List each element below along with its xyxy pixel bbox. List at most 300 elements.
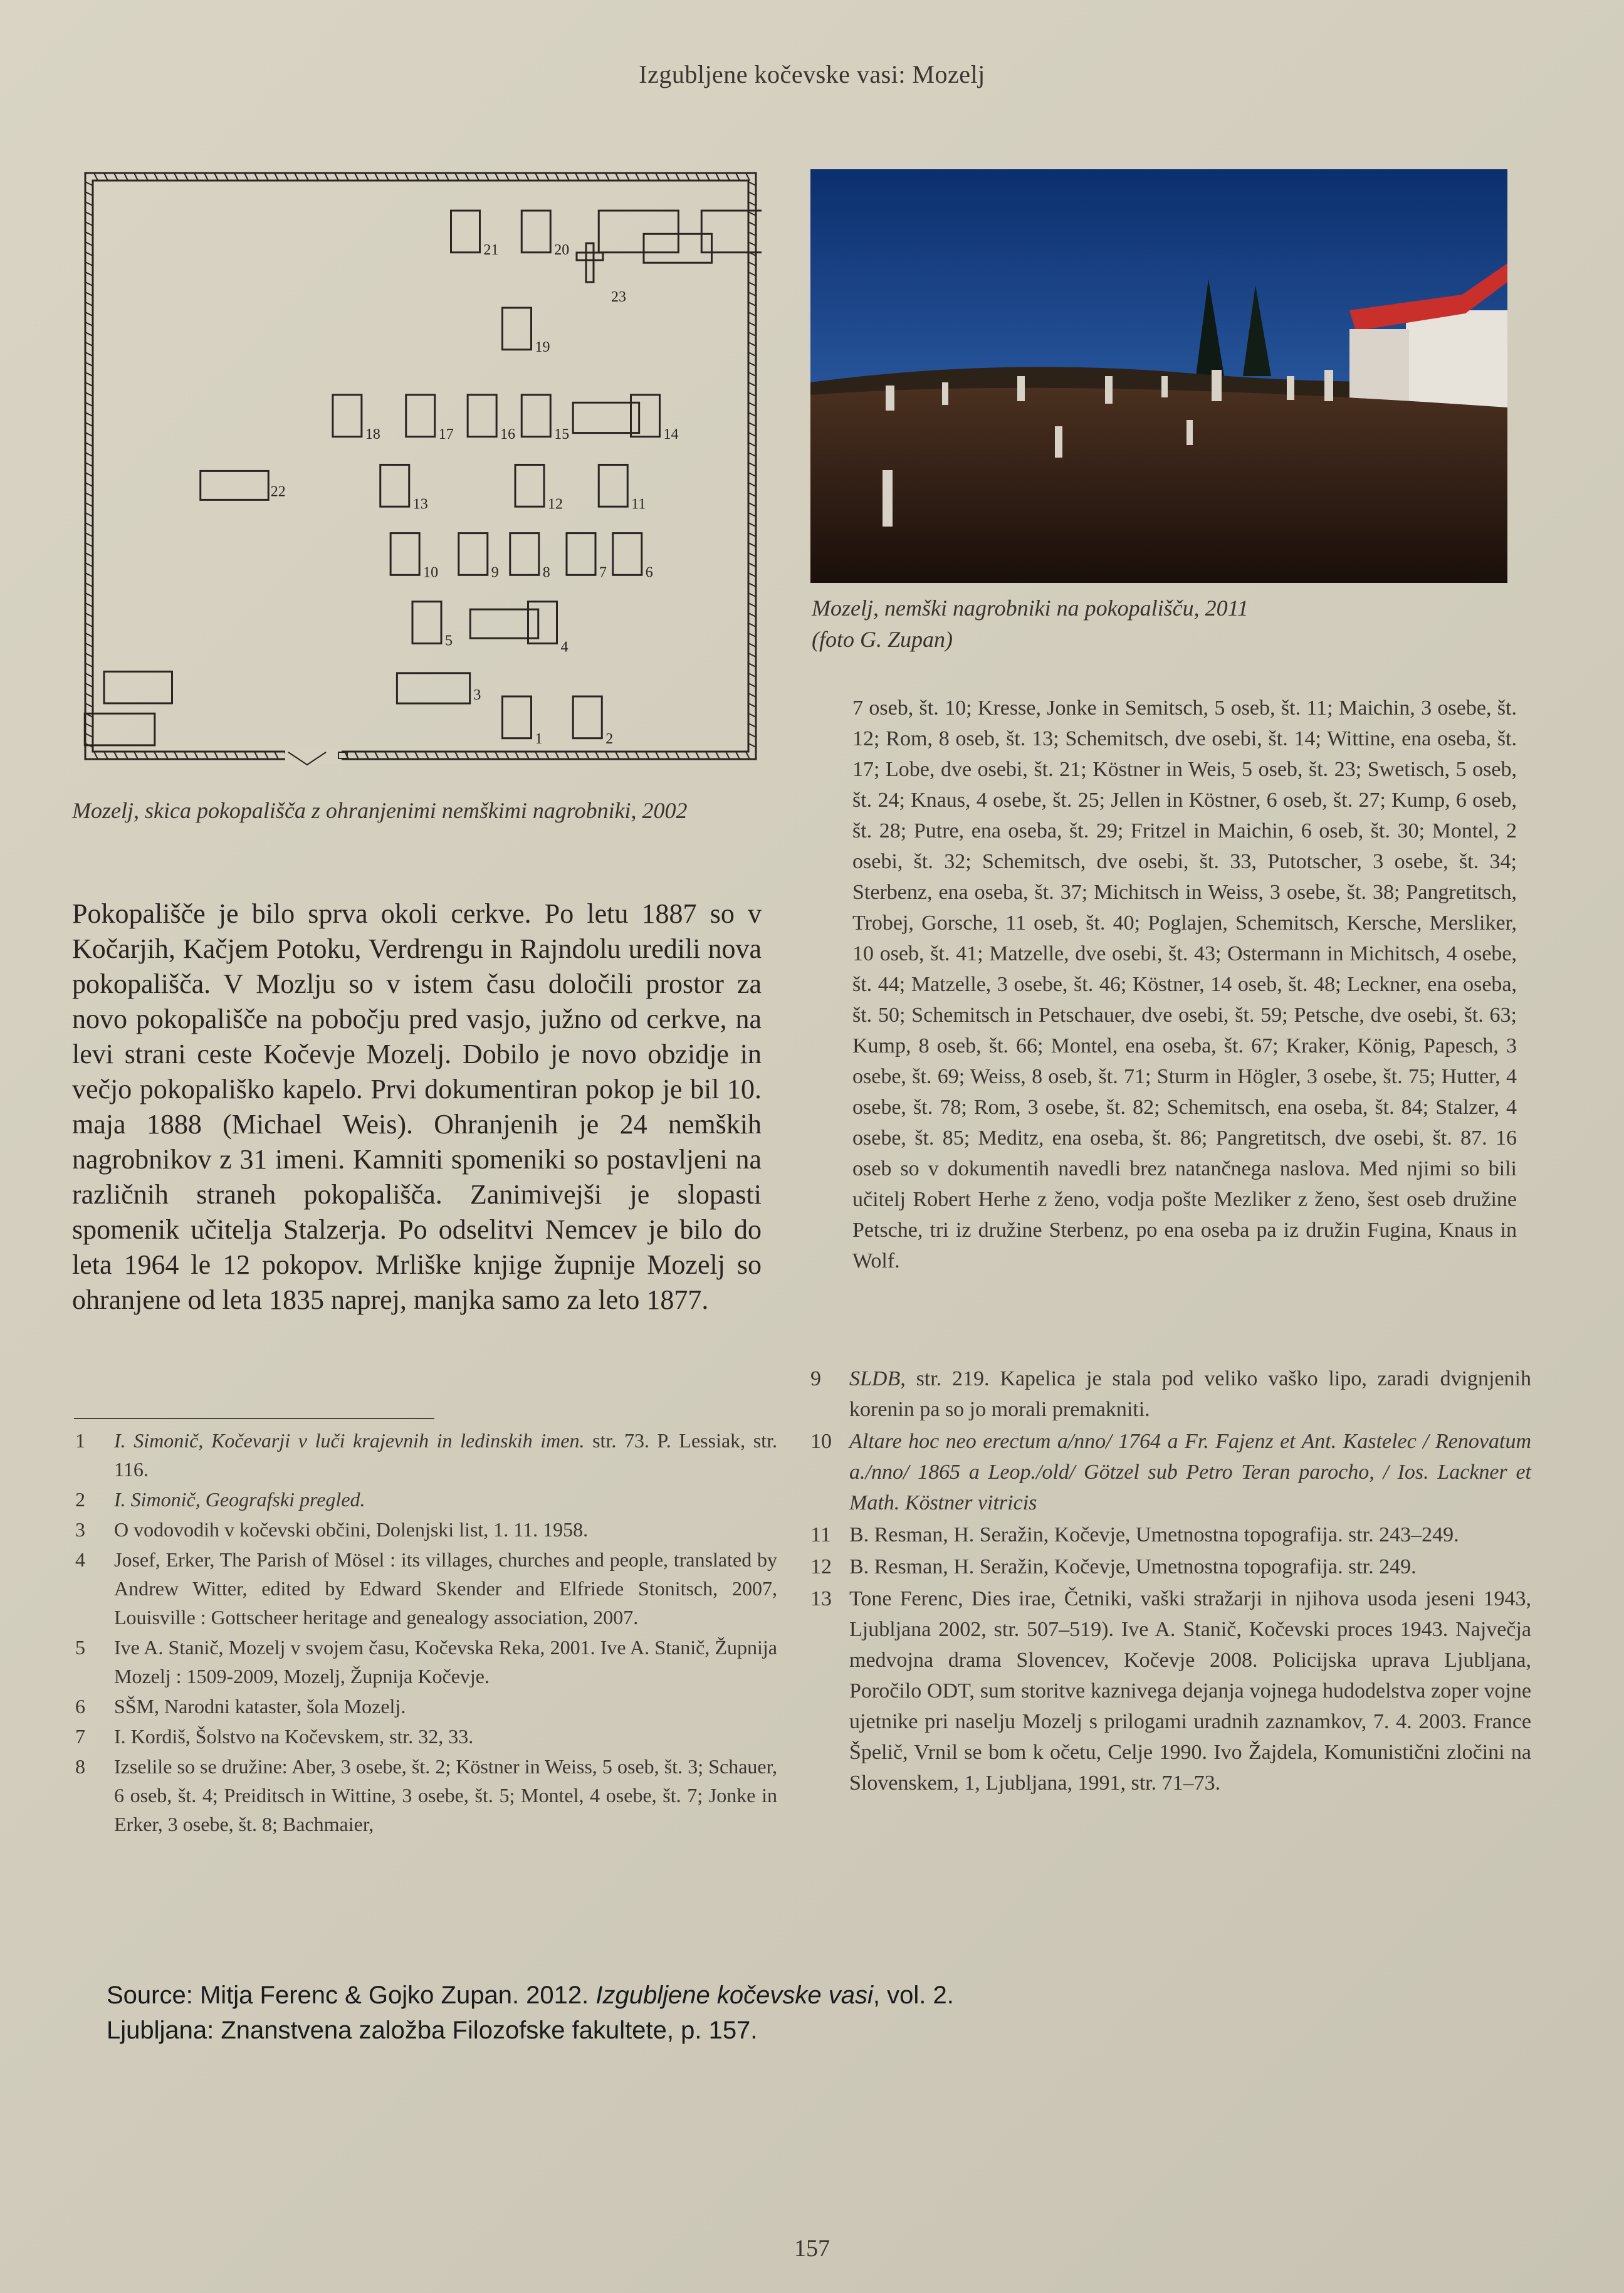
wall-hatch — [244, 173, 248, 181]
wall-hatch — [585, 752, 589, 759]
grave-label-21: 21 — [483, 242, 499, 258]
wall-hatch — [455, 752, 459, 759]
wall-hatch — [85, 663, 93, 667]
cemetery-wall-inner — [93, 181, 748, 752]
wall-hatch — [748, 683, 756, 687]
wall-hatch — [495, 173, 499, 181]
wall-hatch — [748, 352, 756, 356]
wall-hatch — [535, 752, 539, 759]
wall-hatch — [736, 752, 740, 759]
wall-hatch — [748, 322, 756, 326]
wall-hatch — [85, 422, 93, 426]
grave-14 — [631, 395, 660, 437]
wall-hatch — [85, 533, 93, 537]
wall-hatch — [85, 182, 93, 186]
wall-hatch — [124, 752, 128, 759]
footnote-text: SŠM, Narodni kataster, šola Mozelj. — [114, 1695, 406, 1718]
grave-8 — [510, 533, 539, 575]
wall-hatch — [616, 173, 619, 181]
wall-hatch — [748, 743, 756, 747]
wall-hatch — [485, 173, 489, 181]
wall-hatch — [85, 433, 93, 436]
footnote-4 — [75, 1545, 777, 1632]
wall-hatch — [355, 173, 359, 181]
wall-hatch — [616, 752, 619, 759]
wall-hatch — [748, 202, 756, 206]
grave-18 — [333, 395, 362, 437]
wall-hatch — [85, 633, 93, 637]
wall-hatch — [85, 212, 93, 216]
wall-hatch — [656, 173, 659, 181]
wall-hatch — [748, 182, 756, 186]
wall-hatch — [305, 173, 308, 181]
wall-hatch — [748, 372, 756, 376]
grave-22 — [201, 471, 269, 500]
wall-hatch — [134, 173, 138, 181]
wall-hatch — [475, 752, 479, 759]
footnote-1 — [75, 1426, 777, 1484]
wall-hatch — [595, 173, 599, 181]
wall-hatch — [748, 302, 756, 306]
grave-2 — [573, 696, 602, 738]
wall-hatch — [736, 173, 740, 181]
wall-hatch — [465, 752, 469, 759]
wall-hatch — [676, 752, 679, 759]
wall-hatch — [748, 513, 756, 517]
grave-plot-f — [104, 671, 172, 703]
grave-plot-c — [701, 211, 762, 253]
wall-hatch — [425, 173, 429, 181]
wall-hatch — [85, 322, 93, 326]
wall-hatch — [505, 752, 509, 759]
page-number: 157 — [794, 2235, 830, 2262]
wall-hatch — [85, 412, 93, 416]
wall-hatch — [85, 302, 93, 306]
wall-hatch — [144, 752, 148, 759]
wall-hatch — [224, 752, 228, 759]
wall-hatch — [748, 503, 756, 506]
cemetery-photo — [810, 169, 1507, 583]
footnote-number: 9 — [810, 1367, 821, 1390]
wall-hatch — [706, 752, 710, 759]
wall-hatch — [748, 232, 756, 236]
wall-hatch — [656, 752, 659, 759]
grave-label-2: 2 — [605, 731, 614, 747]
wall-hatch — [605, 173, 609, 181]
wall-hatch — [85, 272, 93, 276]
wall-hatch — [626, 752, 629, 759]
footnote-12 — [810, 1551, 1531, 1582]
wall-hatch — [505, 173, 509, 181]
footnote-text: Tone Ferenc, Dies irae, Četniki, vaški stražarji in njihova usoda jeseni 1943, Ljubljana 2002, str. 507–519). Ive A. Stanič, Kočevski proces 1943. Največja medvojna drama Slovencev, Kočevje 2008. Policijska uprava Ljubljana, Poročilo ODT, sum storitve kaznivega dejanja vojnega hudodelstva zoper vojne ujetnike pri naselju Mozelj s prilogami uradnih zaznamkov, 7. 4. 2003. France Špelič, Vrnil se bom k očetu, Celje 1990. Ivo Žajdela, Komunistični zločini na Slovenskem, 1, Ljubljana, 1991, str. 71–73. — [849, 1587, 1531, 1795]
running-head: Izgubljene kočevske vasi: Mozelj — [639, 60, 985, 88]
wall-hatch — [475, 173, 479, 181]
wall-hatch — [85, 252, 93, 256]
grave-label-22: 22 — [270, 483, 286, 500]
grave-7 — [567, 533, 595, 575]
wall-hatch — [748, 463, 756, 466]
wall-hatch — [85, 673, 93, 677]
footnote-8 — [75, 1752, 777, 1839]
wall-hatch — [345, 173, 348, 181]
wall-hatch — [565, 752, 569, 759]
wall-hatch — [395, 752, 399, 759]
wall-hatch — [545, 173, 549, 181]
wall-hatch — [535, 173, 539, 181]
cemetery-wall-outer — [85, 173, 756, 759]
wall-hatch — [555, 752, 559, 759]
body-paragraph: Pokopališče je bilo sprva okoli cerkve. Po letu 1887 so v Kočarjih, Kačjem Potoku, Verdrengu in Rajndolu uredili nova pokopališča. V Mozlju so v istem času določili prostor za novo pokopališče na pobočju pred vasjo, južno od cerkve, na levi strani ceste Kočevje Mozelj. Dobilo je novo obzidje in večjo pokopališko kapelo. Prvi dokumentiran pokop je bil 10. maja 1888 (Michael Weis). Ohranjenih je 24 nemških nagrobnikov z 31 imeni. Kamniti spomeniki so postavljeni na različnih straneh pokopališča. Zanimivejši je slopasti spomenik učitelja Stalzerja. Po odselitvi Nemcev je bilo do leta 1964 le 12 pokopov. Mrliške knjige župnije Mozelj so ohranjene od leta 1835 naprej, manjka samo za leto 1877. — [72, 898, 762, 1315]
wall-hatch — [85, 593, 93, 597]
wall-hatch — [415, 752, 419, 759]
wall-hatch — [696, 173, 699, 181]
photo-caption — [812, 592, 1501, 655]
source-line-2: Ljubljana: Znanstvena založba Filozofske fakultete, p. 157. — [107, 2017, 758, 2044]
wall-hatch — [124, 173, 128, 181]
wall-hatch — [114, 173, 118, 181]
wall-hatch — [85, 443, 93, 446]
footnote-number: 8 — [75, 1755, 85, 1778]
wall-hatch — [748, 242, 756, 246]
wall-hatch — [85, 332, 93, 336]
wall-hatch — [85, 623, 93, 627]
grave-5 — [412, 602, 441, 644]
wall-hatch — [748, 713, 756, 717]
wall-hatch — [395, 173, 399, 181]
wall-hatch — [85, 342, 93, 346]
wall-hatch — [748, 723, 756, 727]
wall-hatch — [265, 752, 268, 759]
grave-label-15: 15 — [554, 426, 570, 443]
wall-hatch — [748, 733, 756, 737]
wall-hatch — [375, 173, 379, 181]
wall-hatch — [295, 173, 298, 181]
wall-hatch — [716, 173, 720, 181]
grave-label-16: 16 — [500, 426, 516, 443]
wall-hatch — [666, 173, 669, 181]
wall-hatch — [85, 643, 93, 647]
wall-hatch — [385, 752, 389, 759]
wall-hatch — [748, 433, 756, 436]
wall-hatch — [85, 402, 93, 406]
grave-label-8: 8 — [542, 564, 550, 581]
wall-hatch — [234, 752, 238, 759]
grave-label-13: 13 — [412, 496, 428, 513]
wall-hatch — [605, 752, 609, 759]
wall-hatch — [405, 752, 409, 759]
wall-hatch — [545, 752, 549, 759]
footnote-13 — [810, 1583, 1531, 1798]
wall-hatch — [646, 173, 649, 181]
wall-hatch — [748, 212, 756, 216]
wall-hatch — [254, 752, 258, 759]
wall-hatch — [748, 523, 756, 527]
wall-hatch — [85, 493, 93, 496]
wall-hatch — [686, 173, 689, 181]
photo-caption-line2: (foto G. Zupan) — [812, 627, 953, 652]
wall-hatch — [495, 752, 499, 759]
wall-hatch — [465, 173, 469, 181]
wall-hatch — [194, 173, 198, 181]
grave-label-10: 10 — [423, 564, 439, 581]
wall-hatch — [515, 173, 519, 181]
grave-15 — [521, 395, 550, 437]
footnote-text: Ive A. Stanič, Mozelj v svojem času, Kočevska Reka, 2001. Ive A. Stanič, Župnija Mozelj : 1509-2009, Mozelj, Župnija Kočevje. — [114, 1636, 777, 1687]
wall-hatch — [748, 422, 756, 426]
wall-hatch — [104, 752, 108, 759]
wall-hatch — [748, 693, 756, 697]
wall-hatch — [85, 693, 93, 697]
wall-hatch — [254, 173, 258, 181]
grave-12 — [515, 464, 544, 506]
wall-hatch — [85, 503, 93, 506]
footnote-text: I. Simonič, Geografski pregled. — [114, 1488, 365, 1511]
wall-hatch — [154, 752, 158, 759]
wall-hatch — [748, 663, 756, 667]
footnote-number: 2 — [75, 1488, 85, 1511]
source-citation — [107, 1978, 1485, 2048]
wall-hatch — [636, 752, 639, 759]
map-caption: Mozelj, skica pokopališča z ohranjenimi nemškimi nagrobniki, 2002 — [72, 798, 688, 823]
footnote-6 — [75, 1692, 777, 1721]
grave-label-14: 14 — [663, 426, 679, 443]
wall-hatch — [748, 703, 756, 707]
wall-hatch — [726, 173, 730, 181]
wall-hatch — [706, 173, 710, 181]
wall-hatch — [748, 633, 756, 637]
wall-hatch — [748, 533, 756, 537]
wall-hatch — [85, 523, 93, 527]
footnote-number: 1 — [75, 1429, 85, 1452]
wall-hatch — [748, 402, 756, 406]
wall-hatch — [85, 242, 93, 246]
photo-caption-line1: Mozelj, nemški nagrobniki na pokopališču, 2011 — [812, 596, 1249, 621]
wall-hatch — [748, 563, 756, 567]
wall-hatch — [154, 173, 158, 181]
footnote-11 — [810, 1519, 1531, 1550]
wall-hatch — [485, 752, 489, 759]
grave-label-17: 17 — [438, 426, 454, 443]
footnote-8-continuation: 7 oseb, št. 10; Kresse, Jonke in Semitsch, 5 oseb, št. 11; Maichin, 3 osebe, št. 12; Rom, 8 oseb, št. 13; Schemitsch, dve osebi, št. 14; Wittine, ena oseba, št. 17; Lobe, dve osebi, št. 21; Köstner in Weis, 5 oseb, št. 23; Swetisch, 5 oseb, št. 24; Knaus, 4 osebe, št. 25; Jellen in Köstner, 6 oseb, št. 27; Kump, 6 oseb, št. 28; Putre, ena oseba, št. 29; Fritzel in Maichin, 6 oseb, št. 30; Montel, 2 osebi, št. 32; Schemitsch, dve osebi, št. 33, Putotscher, 3 osebe, št. 34; Sterbenz, ena oseba, št. 37; Michitsch in Weiss, 3 osebe, št. 38; Pangretitsch, Trobej, Gorsche, 11 oseb, št. 40; Poglajen, Schemitsch, Kersche, Mersliker, 10 oseb, št. 41; Matzelle, dve osebi, št. 43; Ostermann in Michitsch, 4 osebe, št. 44; Matzelle, 3 osebe, št. 46; Köstner, 14 oseb, št. 48; Leckner, ena oseba, št. 50; Schemitsch in Petschauer, dve osebi, št. 59; Petsche, dve osebi, št. 63; Kump, 8 oseb, št. 66; Montel, ena oseba, št. 67; Kraker, König, Papesch, 3 osebe, št. 69; Weiss, 8 oseb, št. 71; Sturm in Högler, 3 osebe, št. 75; Hutter, 4 osebe, št. 78; Rom, 3 osebe, št. 82; Schemitsch, ena oseba, št. 84; Stalzer, 4 osebe, št. 85; Meditz, ena oseba, št. 86; Pangretitsch, dve osebi, št. 87. 16 oseb so v dokumentih navedli brez natančnega naslova. Med njimi so bili učitelj Robert Herhe z ženo, vodja pošte Mezliker z ženo, šest oseb družine Petsche, tri iz družine Sterbenz, po ena oseba pa iz družin Fugina, Knaus in Wolf. — [852, 696, 1517, 1272]
wall-hatch — [85, 573, 93, 577]
wall-hatch — [85, 312, 93, 316]
wall-hatch — [85, 613, 93, 617]
wall-hatch — [748, 473, 756, 476]
grave-21 — [451, 211, 480, 253]
footnote-10 — [810, 1426, 1531, 1518]
wall-hatch — [244, 752, 248, 759]
wall-hatch — [585, 173, 589, 181]
wall-hatch — [85, 362, 93, 366]
footnote-number: 6 — [75, 1695, 85, 1718]
grave-label-18: 18 — [365, 426, 380, 443]
wall-hatch — [748, 222, 756, 226]
grave-label-11: 11 — [631, 496, 646, 513]
wall-hatch — [415, 173, 419, 181]
wall-hatch — [626, 173, 629, 181]
wall-hatch — [85, 352, 93, 356]
wall-hatch — [748, 623, 756, 627]
grave-1 — [503, 696, 532, 738]
wall-hatch — [204, 173, 208, 181]
wall-hatch — [375, 752, 379, 759]
grave-3 — [397, 673, 469, 703]
footnote-5 — [75, 1633, 777, 1691]
wall-hatch — [445, 173, 449, 181]
wall-hatch — [85, 192, 93, 196]
wall-hatch — [748, 613, 756, 617]
wall-hatch — [748, 553, 756, 557]
footnote-text: SLDB, str. 219. Kapelica je stala pod veliko vaško lipo, zaradi dvignjenih korenin pa so jo morali premakniti. — [849, 1367, 1531, 1421]
wall-hatch — [184, 752, 188, 759]
wall-hatch — [748, 292, 756, 296]
footnote-number: 7 — [75, 1725, 85, 1748]
wall-hatch — [85, 222, 93, 226]
wall-hatch — [748, 603, 756, 607]
footnote-3 — [75, 1515, 777, 1544]
wall-hatch — [748, 282, 756, 286]
wall-hatch — [748, 593, 756, 597]
wall-hatch — [214, 752, 218, 759]
wall-hatch — [748, 382, 756, 386]
footnote-number: 3 — [75, 1518, 85, 1541]
wall-hatch — [555, 173, 559, 181]
wall-hatch — [748, 192, 756, 196]
grave-label-6: 6 — [645, 564, 653, 581]
footnotes-left — [75, 1426, 777, 1840]
footnote-2 — [75, 1485, 777, 1514]
wall-hatch — [575, 752, 579, 759]
wall-hatch — [435, 752, 439, 759]
wall-hatch — [85, 262, 93, 266]
wall-hatch — [85, 513, 93, 517]
wall-hatch — [85, 703, 93, 707]
wall-hatch — [748, 543, 756, 547]
wall-hatch — [85, 543, 93, 547]
wall-hatch — [315, 173, 318, 181]
footnote-text: Izselile so se družine: Aber, 3 osebe, št. 2; Köstner in Weiss, 5 oseb, št. 3; Schauer, 6 oseb, št. 4; Preiditsch in Wittine, 3 osebe, št. 5; Montel, 4 osebe, št. 7; Jonke in Erker, 3 osebe, št. 8; Bachmaier, — [114, 1755, 777, 1835]
wall-hatch — [748, 573, 756, 577]
footnote-text: B. Resman, H. Seražin, Kočevje, Umetnostna topografija. str. 243–249. — [849, 1523, 1459, 1546]
wall-hatch — [204, 752, 208, 759]
wall-hatch — [85, 723, 93, 727]
wall-hatch — [144, 173, 148, 181]
wall-hatch — [748, 412, 756, 416]
footnote-7 — [75, 1722, 777, 1751]
wall-hatch — [85, 453, 93, 456]
wall-hatch — [184, 173, 188, 181]
grave-label-4: 4 — [560, 639, 568, 656]
wall-hatch — [85, 232, 93, 236]
wall-hatch — [455, 173, 459, 181]
wall-hatch — [748, 272, 756, 276]
wall-hatch — [748, 483, 756, 486]
wall-hatch — [748, 362, 756, 366]
grave-19 — [503, 308, 532, 350]
wall-hatch — [134, 752, 138, 759]
wall-hatch — [325, 173, 328, 181]
grave-label-23: 23 — [611, 289, 626, 305]
grave-label-20: 20 — [554, 242, 570, 258]
grave-label-7: 7 — [599, 564, 607, 581]
wall-hatch — [265, 173, 268, 181]
wall-hatch — [285, 173, 288, 181]
footnote-number: 4 — [75, 1548, 85, 1571]
wall-hatch — [104, 173, 108, 181]
wall-hatch — [746, 752, 750, 759]
grave-4 — [528, 602, 557, 644]
wall-hatch — [748, 392, 756, 396]
grave-label-9: 9 — [491, 564, 499, 581]
wall-hatch — [94, 752, 98, 759]
wall-hatch — [575, 173, 579, 181]
wall-hatch — [646, 752, 649, 759]
wall-hatch — [85, 483, 93, 486]
wall-hatch — [696, 752, 699, 759]
wall-hatch — [726, 752, 730, 759]
chapel-wall — [1406, 310, 1507, 417]
wall-hatch — [85, 733, 93, 737]
wall-hatch — [335, 173, 338, 181]
wall-hatch — [595, 752, 599, 759]
wall-hatch — [85, 392, 93, 396]
wall-hatch — [234, 173, 238, 181]
wall-hatch — [748, 342, 756, 346]
wall-hatch — [85, 603, 93, 607]
grave-label-1: 1 — [535, 731, 543, 747]
grave-plot-d — [573, 402, 639, 433]
wall-hatch — [365, 752, 369, 759]
wall-hatch — [85, 653, 93, 657]
wall-hatch — [275, 173, 278, 181]
wall-hatch — [85, 563, 93, 567]
wall-hatch — [686, 752, 689, 759]
wall-hatch — [748, 673, 756, 677]
wall-hatch — [425, 752, 429, 759]
wall-hatch — [525, 173, 529, 181]
wall-hatch — [405, 173, 409, 181]
wall-hatch — [748, 643, 756, 647]
wall-hatch — [164, 752, 168, 759]
grave-10 — [390, 533, 419, 575]
footnote-text: I. Kordiš, Šolstvo na Kočevskem, str. 32, 33. — [114, 1725, 474, 1748]
cemetery-gate — [285, 749, 342, 764]
wall-hatch — [748, 332, 756, 336]
wall-hatch — [85, 382, 93, 386]
wall-hatch — [666, 752, 669, 759]
wall-hatch — [94, 173, 98, 181]
wall-hatch — [676, 173, 679, 181]
grave-plot-a — [599, 211, 678, 253]
grave-9 — [459, 533, 488, 575]
grave-label-19: 19 — [535, 339, 550, 355]
wall-hatch — [114, 752, 118, 759]
wall-hatch — [85, 553, 93, 557]
wall-hatch — [275, 752, 278, 759]
footnote-number: 12 — [810, 1555, 832, 1578]
grave-label-5: 5 — [445, 632, 453, 649]
wall-hatch — [748, 583, 756, 587]
wall-hatch — [174, 173, 178, 181]
footnote-text: I. Simonič, Kočevarji v luči krajevnih in ledinskih imen. str. 73. P. Lessiak, str. 116. — [114, 1429, 778, 1481]
footnote-number: 13 — [810, 1587, 832, 1610]
wall-hatch — [525, 752, 529, 759]
wall-hatch — [85, 372, 93, 376]
wall-hatch — [716, 752, 720, 759]
wall-hatch — [515, 752, 519, 759]
wall-hatch — [748, 493, 756, 496]
grave-16 — [468, 395, 496, 437]
